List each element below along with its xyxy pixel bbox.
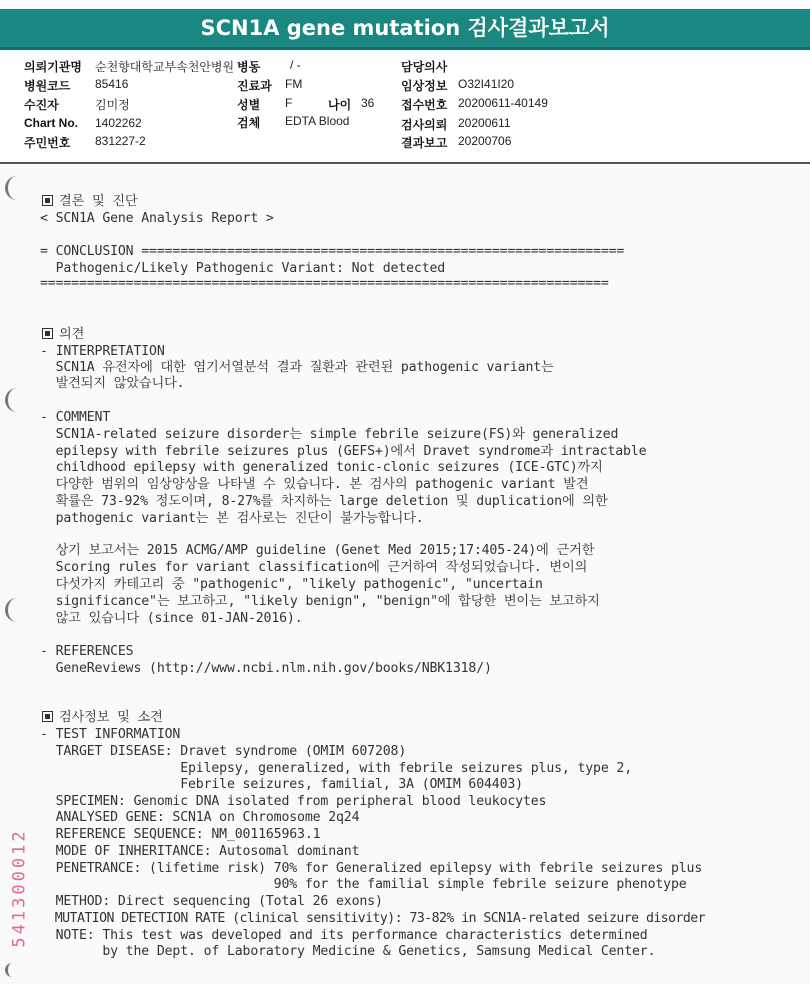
patient-info-panel bbox=[0, 50, 810, 164]
test-info-line: Febrile seizures, familial, 3A (OMIM 604403) bbox=[40, 777, 523, 792]
interpretation-line: 발견되지 않았습니다. bbox=[40, 376, 185, 391]
comment-line: 확률은 73-92% 정도이며, 8-27%를 차지하는 large deletion 및 duplication에 의한 bbox=[40, 494, 608, 509]
label-attending-physician: 담당의사 bbox=[401, 60, 448, 74]
comment-line: childhood epilepsy with generalized tonic-clonic seizures (ICE-GTC)까지 bbox=[40, 460, 603, 475]
conclusion-text: Pathogenic/Likely Pathogenic Variant: Not detected bbox=[40, 261, 446, 276]
report-body bbox=[0, 168, 810, 984]
report-subtitle: < SCN1A Gene Analysis Report > bbox=[40, 211, 274, 226]
binder-hole bbox=[5, 598, 22, 622]
test-info-line: REFERENCE SEQUENCE: NM_001165963.1 bbox=[40, 827, 321, 842]
value-test-request: 20200611 bbox=[458, 116, 511, 130]
value-result-report: 20200706 bbox=[458, 134, 512, 148]
binder-hole bbox=[5, 388, 22, 412]
test-info-line: Epilepsy, generalized, with febrile seizures plus, type 2, bbox=[40, 761, 633, 776]
test-info-line: MUTATION DETECTION RATE (clinical sensitivity): 73-82% in SCN1A-related seizure disorder bbox=[40, 911, 706, 926]
guideline-line: significance"는 보고하고, "likely benign", "benign"에 합당한 변이는 보고하지 bbox=[40, 594, 600, 609]
document-stamp-number: 541300012 bbox=[9, 828, 30, 948]
label-hospital-code: 병원코드 bbox=[24, 79, 71, 93]
comment-line: SCN1A-related seizure disorder는 simple febrile seizure(FS)와 generalized bbox=[40, 427, 619, 442]
guideline-line: Scoring rules for variant classification에 근거하여 작성되었습니다. 변이의 bbox=[40, 560, 588, 575]
guideline-line: 상기 보고서는 2015 ACMG/AMP guideline (Genet Med 2015;17:405-24)에 근거한 bbox=[40, 543, 595, 558]
interpretation-line: SCN1A 유전자에 대한 염기서열분석 결과 질환과 관련된 pathogenic variant는 bbox=[40, 360, 554, 375]
comment-line: pathogenic variant는 본 검사로는 진단이 불가능합니다. bbox=[40, 511, 424, 526]
test-info-line: PENETRANCE: (lifetime risk) 70% for Generalized epilepsy with febrile seizures plus bbox=[40, 861, 703, 876]
interpretation-heading: - INTERPRETATION bbox=[40, 344, 165, 359]
label-test-request: 검사의뢰 bbox=[401, 118, 448, 132]
label-resident-number: 주민번호 bbox=[24, 136, 71, 150]
label-clinical-info: 임상정보 bbox=[401, 79, 448, 93]
binder-hole bbox=[5, 176, 22, 200]
report-title-bar bbox=[0, 9, 810, 50]
value-accession-number: 20200611-40149 bbox=[458, 96, 548, 110]
test-info-line: ANALYSED GENE: SCN1A on Chromosome 2q24 bbox=[40, 810, 360, 825]
comment-heading: - COMMENT bbox=[40, 410, 111, 425]
test-info-line: 90% for the familial simple febrile seizure phenotype bbox=[40, 877, 687, 892]
value-age: 36 bbox=[361, 96, 375, 110]
value-department: FM bbox=[285, 77, 303, 91]
test-info-line: NOTE: This test was developed and its performance characteristics determined bbox=[40, 928, 648, 943]
label-result-report: 결과보고 bbox=[401, 136, 448, 150]
label-age: 나이 bbox=[328, 98, 352, 112]
guideline-line: 않고 있습니다 (since 01-JAN-2016). bbox=[40, 611, 303, 626]
reference-link: GeneReviews (http://www.ncbi.nlm.nih.gov/books/NBK1318/) bbox=[40, 661, 492, 676]
report-title: SCN1A gene mutation 검사결과보고서 bbox=[200, 16, 610, 40]
label-sex: 성별 bbox=[237, 98, 261, 112]
conclusion-rule: = CONCLUSION ============================================================== bbox=[40, 244, 625, 259]
square-bullet-icon bbox=[42, 711, 53, 722]
value-hospital-code: 85416 bbox=[95, 77, 129, 91]
square-bullet-icon bbox=[42, 328, 53, 339]
label-ward: 병동 bbox=[237, 60, 261, 74]
label-chart-no: Chart No. bbox=[24, 116, 78, 130]
label-accession-number: 접수번호 bbox=[401, 98, 448, 112]
test-info-line: SPECIMEN: Genomic DNA isolated from peripheral blood leukocytes bbox=[40, 794, 547, 809]
value-sex: F bbox=[285, 96, 293, 110]
section-opinion-heading: 의견 bbox=[42, 327, 84, 344]
section-conclusion-heading: 결론 및 진단 bbox=[42, 194, 138, 211]
value-clinical-info: O32I41I20 bbox=[458, 77, 515, 91]
square-bullet-icon bbox=[42, 195, 53, 206]
comment-line: epilepsy with febrile seizures plus (GEFS+)에서 Dravet syndrome과 intractable bbox=[40, 444, 647, 459]
test-info-line: MODE OF INHERITANCE: Autosomal dominant bbox=[40, 844, 360, 859]
guideline-line: 다섯가지 카테고리 중 "pathogenic", "likely pathogenic", "uncertain bbox=[40, 577, 543, 592]
label-department: 진료과 bbox=[237, 79, 272, 93]
section-test-info-heading: 검사정보 및 소견 bbox=[42, 710, 163, 727]
label-patient-name: 수진자 bbox=[24, 98, 59, 112]
value-resident-number: 831227-2 bbox=[95, 134, 146, 148]
test-information-heading: - TEST INFORMATION bbox=[40, 727, 181, 742]
value-ward: / - bbox=[290, 58, 301, 72]
test-info-line: by the Dept. of Laboratory Medicine & Genetics, Samsung Medical Center. bbox=[40, 944, 656, 959]
test-info-line: METHOD: Direct sequencing (Total 26 exons) bbox=[40, 894, 383, 909]
value-specimen: EDTA Blood bbox=[285, 114, 350, 128]
label-requesting-institution: 의뢰기관명 bbox=[24, 60, 82, 74]
comment-line: 다양한 범위의 임상양상을 나타낼 수 있습니다. 본 검사의 pathogenic variant 발견 bbox=[40, 477, 589, 492]
label-specimen: 검체 bbox=[237, 116, 261, 130]
test-info-line: TARGET DISEASE: Dravet syndrome (OMIM 607208) bbox=[40, 744, 407, 759]
conclusion-rule-end: ========================================================================= bbox=[40, 276, 609, 291]
value-chart-no: 1402262 bbox=[95, 116, 142, 130]
value-requesting-institution: 순천향대학교부속천안병원 bbox=[95, 60, 235, 74]
references-heading: - REFERENCES bbox=[40, 644, 134, 659]
value-patient-name: 김미정 bbox=[95, 98, 130, 112]
